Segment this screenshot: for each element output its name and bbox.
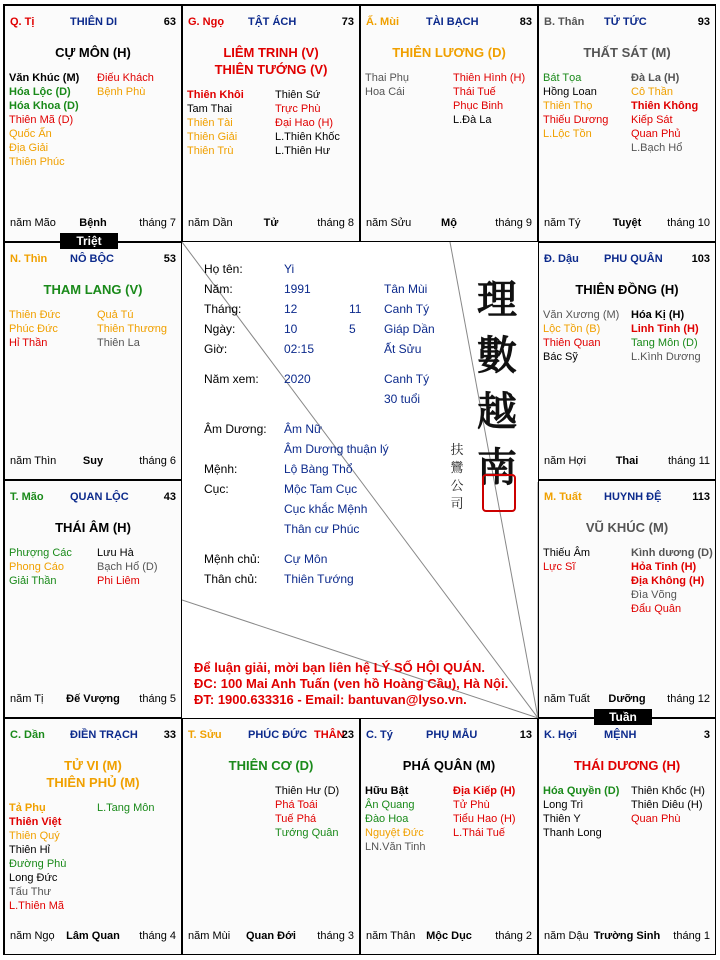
palace-branch: K. Hợi xyxy=(544,729,577,741)
minor-star: Phượng Các xyxy=(9,547,72,559)
palace-year: năm Dần xyxy=(188,217,233,229)
palace-age: 63 xyxy=(163,16,176,28)
tuan-tag: Tuần xyxy=(594,709,652,725)
minor-star: Thiên Y xyxy=(543,813,581,825)
palace-month: tháng 1 xyxy=(673,930,710,942)
minor-star: Thiên Tài xyxy=(187,117,233,129)
minor-star: Đìa Võng xyxy=(631,589,677,601)
palace-branch: C. Dần xyxy=(10,729,45,741)
palace-stage: Tuyệt xyxy=(612,217,642,229)
palace-name: ĐIỀN TRẠCH xyxy=(70,729,138,741)
palace-year: năm Ngọ xyxy=(10,930,55,942)
minor-star: Hỏa Tinh (H) xyxy=(631,561,697,573)
minor-star: Bát Tọa xyxy=(543,72,582,84)
minor-star: Thiên Không xyxy=(631,100,699,112)
minor-star: Đường Phù xyxy=(9,858,67,870)
than-marker: THÂN xyxy=(314,729,345,741)
day-can: Giáp Dần xyxy=(384,322,435,336)
minor-star: Linh Tinh (H) xyxy=(631,323,699,335)
main-star: LIÊM TRINH (V) xyxy=(223,45,319,60)
minor-star: L.Thiên Mã xyxy=(9,900,65,912)
main-star: VŨ KHÚC (M) xyxy=(585,520,669,535)
palace-hoi xyxy=(538,718,716,955)
palace-month: tháng 3 xyxy=(317,930,354,942)
minor-star: Giải Thần xyxy=(9,575,57,587)
palace-month: tháng 7 xyxy=(139,217,176,229)
palace-dan xyxy=(4,718,182,955)
than-cu-note: Thân cư Phúc xyxy=(284,522,360,536)
than-chu-value: Thiên Tướng xyxy=(284,572,354,586)
palace-stage: Thai xyxy=(615,455,639,467)
name-value: Yi xyxy=(284,262,295,276)
menh-label: Mệnh: xyxy=(204,462,238,476)
day-lunar: 5 xyxy=(349,322,356,336)
minor-star: Thiếu Dương xyxy=(543,114,609,126)
minor-star: Quan Phủ xyxy=(631,128,681,140)
palace-branch: Đ. Dậu xyxy=(544,253,579,265)
amduong-value: Âm Nữ xyxy=(284,422,323,436)
menh-value: Lộ Bàng Thổ xyxy=(284,462,353,476)
minor-star: Địa Kiếp (H) xyxy=(453,785,516,797)
than-chu-label: Thân chủ: xyxy=(204,572,258,586)
palace-name: PHÚC ĐỨC xyxy=(248,729,308,741)
main-star: TỬ VI (M) xyxy=(64,758,122,773)
palace-branch: M. Tuất xyxy=(544,491,582,503)
minor-star: Hóa Quyền (D) xyxy=(543,785,620,797)
menh-chu-value: Cự Môn xyxy=(284,552,328,566)
minor-star: Thiên La xyxy=(97,337,140,349)
palace-tuat xyxy=(538,480,716,718)
view-year-value: 2020 xyxy=(284,372,311,386)
minor-star: Văn Khúc (M) xyxy=(9,72,80,84)
main-star: PHÁ QUÂN (M) xyxy=(402,758,496,773)
menh-chu-label: Mệnh chủ: xyxy=(204,552,261,566)
hour-label: Giờ: xyxy=(204,342,228,356)
minor-star: Kiếp Sát xyxy=(631,114,673,126)
palace-stage: Trường Sinh xyxy=(593,930,661,942)
minor-star: L.Lộc Tồn xyxy=(543,128,592,140)
palace-branch: N. Thìn xyxy=(10,253,48,265)
palace-month: tháng 10 xyxy=(667,217,710,229)
minor-star: Đại Hao (H) xyxy=(275,117,334,129)
minor-star: Thiên Sứ xyxy=(275,89,321,101)
palace-year: năm Sửu xyxy=(366,217,412,229)
hour-value: 02:15 xyxy=(284,342,315,356)
minor-star: Long Trì xyxy=(543,799,584,811)
palace-name: QUAN LỘC xyxy=(70,491,129,503)
minor-star: Bạch Hổ (D) xyxy=(97,561,158,573)
minor-star: Bệnh Phù xyxy=(97,86,146,98)
minor-star: Tấu Thư xyxy=(9,886,52,898)
minor-star: Thiên Giải xyxy=(187,131,238,143)
palace-ty xyxy=(360,718,538,955)
minor-star: Quan Phù xyxy=(631,813,681,825)
contact-line-2: ĐC: 100 Mai Anh Tuấn (ven hồ Hoàng Cầu), Hà Nội. xyxy=(194,676,509,691)
cuc-value: Mộc Tam Cục xyxy=(284,482,358,496)
minor-star: Hóa Kị (H) xyxy=(631,309,685,321)
minor-star: Tử Phù xyxy=(453,799,490,811)
palace-mui xyxy=(360,5,538,242)
minor-star: Văn Xương (M) xyxy=(543,309,620,321)
minor-star: L.Bạch Hổ xyxy=(631,142,683,154)
minor-star: Thiên Thọ xyxy=(543,100,593,112)
minor-star: Tả Phụ xyxy=(9,802,46,814)
main-star: THIÊN LƯƠNG (D) xyxy=(392,45,506,60)
palace-name: THIÊN DI xyxy=(70,16,118,28)
palace-stage: Bệnh xyxy=(79,217,107,229)
palace-age: 43 xyxy=(163,491,176,503)
minor-star: Thiên Thương xyxy=(97,323,168,335)
palace-year: năm Hợi xyxy=(544,455,587,467)
day-label: Ngày: xyxy=(204,322,236,336)
palace-month: tháng 12 xyxy=(667,693,710,705)
minor-star: Nguyệt Đức xyxy=(365,827,424,839)
palace-month: tháng 6 xyxy=(139,455,176,467)
palace-stage: Quan Đới xyxy=(246,930,296,942)
minor-star: Thai Phụ xyxy=(365,72,410,84)
minor-star: Thiếu Âm xyxy=(543,547,591,559)
triet-tag: Triệt xyxy=(60,233,118,249)
cuc-label: Cục: xyxy=(204,482,229,496)
minor-star: L.Kình Dương xyxy=(631,351,701,363)
day-value: 10 xyxy=(284,322,298,336)
palace-branch: B. Thân xyxy=(544,16,585,28)
palace-month: tháng 4 xyxy=(139,930,176,942)
minor-star: Thiên Mã (D) xyxy=(9,114,74,126)
palace-month: tháng 8 xyxy=(317,217,354,229)
palace-year: năm Dậu xyxy=(544,930,589,942)
palace-name: TẬT ÁCH xyxy=(248,16,297,28)
palace-thin xyxy=(4,242,182,480)
palace-age: 113 xyxy=(692,491,710,503)
minor-star: Hữu Bật xyxy=(365,785,409,797)
amduong-note: Âm Dương thuận lý xyxy=(284,442,389,456)
main-star: THÁI DƯƠNG (H) xyxy=(573,758,681,773)
minor-star: L.Thiên Khốc xyxy=(275,131,340,143)
minor-star: Phúc Đức xyxy=(9,323,58,335)
minor-star: Lộc Tồn (B) xyxy=(543,323,601,335)
month-lunar: 11 xyxy=(349,302,362,316)
palace-stage: Suy xyxy=(82,455,104,467)
amduong-label: Âm Dương: xyxy=(204,422,267,436)
palace-year: năm Tị xyxy=(10,693,44,705)
palace-name: NÔ BỘC xyxy=(70,253,114,265)
minor-star: Lưu Hà xyxy=(97,547,134,559)
palace-year: năm Mùi xyxy=(188,930,231,942)
palace-year: năm Mão xyxy=(10,217,56,229)
palace-age: 13 xyxy=(519,729,532,741)
minor-star: Long Đức xyxy=(9,872,58,884)
palace-age: 33 xyxy=(163,729,176,741)
minor-star: Thiên Phúc xyxy=(9,156,65,168)
palace-stage: Mộc Dục xyxy=(426,930,472,942)
year-can: Tân Mùi xyxy=(384,282,428,296)
main-star: THIÊN CƠ (D) xyxy=(228,758,314,773)
palace-month: tháng 11 xyxy=(667,455,710,467)
minor-star: Thiên Việt xyxy=(9,816,62,828)
minor-star: Bác Sỹ xyxy=(543,351,578,363)
palace-age: 23 xyxy=(341,729,354,741)
minor-star: Thiên Hình (H) xyxy=(453,72,526,84)
minor-star: Thiên Khốc (H) xyxy=(631,785,705,797)
palace-ngo xyxy=(182,5,360,242)
minor-star: Cô Thần xyxy=(631,86,673,98)
palace-year: năm Tý xyxy=(544,217,581,229)
contact-line-1: Để luận giải, mời bạn liên hệ LÝ SỐ HỘI QUÁN. xyxy=(194,660,485,675)
palace-suu xyxy=(182,718,360,955)
minor-star: Đà La (H) xyxy=(631,72,680,84)
minor-star: Tang Môn (D) xyxy=(631,337,698,349)
palace-name: PHU QUÂN xyxy=(604,253,663,265)
palace-stage: Dưỡng xyxy=(608,693,646,705)
minor-star: Điếu Khách xyxy=(97,72,154,84)
palace-age: 93 xyxy=(697,16,710,28)
minor-star: Phong Cáo xyxy=(9,561,65,573)
minor-star: Thiên Quan xyxy=(543,337,601,349)
palace-age: 83 xyxy=(519,16,532,28)
minor-star: Ân Quang xyxy=(365,799,415,811)
main-star: THẤT SÁT (M) xyxy=(583,45,671,60)
palace-stage: Lâm Quan xyxy=(66,930,120,942)
palace-mao xyxy=(4,480,182,718)
minor-star: Tướng Quân xyxy=(275,827,339,839)
minor-star: Thanh Long xyxy=(543,827,602,839)
palace-branch: Ấ. Mùi xyxy=(366,16,399,28)
minor-star: Trực Phù xyxy=(275,103,321,115)
minor-star: Thiên Hư (D) xyxy=(275,785,340,797)
year-value: 1991 xyxy=(284,282,311,296)
palace-month: tháng 2 xyxy=(495,930,532,942)
month-value: 12 xyxy=(284,302,298,316)
minor-star: Tuế Phá xyxy=(275,813,317,825)
palace-name: HUYNH ĐỆ xyxy=(604,491,662,503)
main-star: CỰ MÔN (H) xyxy=(55,45,131,60)
minor-star: LN.Văn Tinh xyxy=(365,841,426,853)
main-star: THIÊN TƯỚNG (V) xyxy=(214,62,328,77)
calligraphy-logo: 理 數 越 南 xyxy=(477,276,517,491)
palace-name: TÀI BẠCH xyxy=(426,16,479,28)
minor-star: L.Thiên Hư xyxy=(275,145,331,157)
minor-star: Hỉ Thần xyxy=(9,337,48,349)
minor-star: L.Tang Môn xyxy=(97,802,155,814)
small-seal-text: 扶 鸞 公 司 xyxy=(450,443,464,512)
palace-name: PHỤ MẪU xyxy=(426,729,478,741)
minor-star: Hóa Lộc (D) xyxy=(9,86,71,98)
name-label: Họ tên: xyxy=(204,262,243,276)
palace-branch: T. Mão xyxy=(10,491,44,503)
palace-name: TỬ TỨC xyxy=(604,16,647,28)
minor-star: Lực Sĩ xyxy=(543,561,576,573)
palace-age: 73 xyxy=(341,16,354,28)
minor-star: Thiên Quý xyxy=(9,830,60,842)
palace-branch: T. Sửu xyxy=(188,729,222,741)
year-label: Năm: xyxy=(204,282,233,296)
palace-than xyxy=(538,5,716,242)
minor-star: L.Đà La xyxy=(453,114,492,126)
palace-month: tháng 9 xyxy=(495,217,532,229)
month-can: Canh Tý xyxy=(384,302,430,316)
main-star: THIÊN ĐỒNG (H) xyxy=(575,282,679,297)
view-year-label: Năm xem: xyxy=(204,372,259,386)
palace-branch: G. Ngọ xyxy=(188,16,225,28)
minor-star: Đẩu Quân xyxy=(631,603,682,615)
palace-age: 3 xyxy=(703,729,710,741)
minor-star: Thiên Trù xyxy=(187,145,234,157)
minor-star: Thái Tuế xyxy=(453,86,496,98)
palace-year: năm Thân xyxy=(366,930,416,942)
minor-star: Thiên Hỉ xyxy=(9,844,50,856)
minor-star: Thiên Đức xyxy=(9,309,61,321)
minor-star: Thiên Diêu (H) xyxy=(631,799,703,811)
palace-name: MỆNH xyxy=(604,729,637,741)
view-age: 30 tuổi xyxy=(384,392,421,406)
minor-star: Tiểu Hao (H) xyxy=(453,813,516,825)
minor-star: Kình dương (D) xyxy=(631,547,713,559)
main-star: THIÊN PHỦ (M) xyxy=(46,775,140,790)
main-star: THÁI ÂM (H) xyxy=(55,520,131,535)
minor-star: Phục Binh xyxy=(453,100,504,112)
minor-star: Quả Tú xyxy=(97,309,134,321)
palace-branch: Q. Tị xyxy=(10,16,35,28)
palace-ti xyxy=(4,5,182,242)
center-info-panel xyxy=(182,242,538,718)
minor-star: L.Thái Tuế xyxy=(453,827,505,839)
minor-star: Thiên Khôi xyxy=(187,89,244,101)
minor-star: Đào Hoa xyxy=(365,813,409,825)
palace-year: năm Tuất xyxy=(544,693,590,705)
main-star: THAM LANG (V) xyxy=(43,282,143,297)
palace-stage: Mộ xyxy=(441,217,457,229)
view-year-can: Canh Tý xyxy=(384,372,430,386)
minor-star: Quốc Ấn xyxy=(9,128,52,140)
palace-branch: C. Tý xyxy=(366,729,393,741)
minor-star: Hóa Khoa (D) xyxy=(9,100,79,112)
contact-line-3: ĐT: 1900.633316 - Email: bantuvan@lyso.vn. xyxy=(194,692,467,707)
minor-star: Phi Liêm xyxy=(97,575,140,587)
red-seal-stamp xyxy=(482,474,516,512)
month-label: Tháng: xyxy=(204,302,242,316)
palace-dau xyxy=(538,242,716,480)
minor-star: Tam Thai xyxy=(187,103,233,115)
minor-star: Địa Không (H) xyxy=(631,575,705,587)
palace-age: 53 xyxy=(163,253,176,265)
palace-stage: Tử xyxy=(263,217,279,229)
palace-month: tháng 5 xyxy=(139,693,176,705)
minor-star: Hồng Loan xyxy=(543,86,597,98)
palace-year: năm Thìn xyxy=(10,455,57,467)
minor-star: Phá Toái xyxy=(275,799,318,811)
minor-star: Hoa Cái xyxy=(365,86,405,98)
palace-stage: Đế Vượng xyxy=(66,693,120,705)
minor-star: Địa Giải xyxy=(9,142,49,154)
cuc-note: Cục khắc Mệnh xyxy=(284,502,368,516)
hour-can: Ất Sửu xyxy=(384,342,422,356)
palace-age: 103 xyxy=(691,253,710,265)
